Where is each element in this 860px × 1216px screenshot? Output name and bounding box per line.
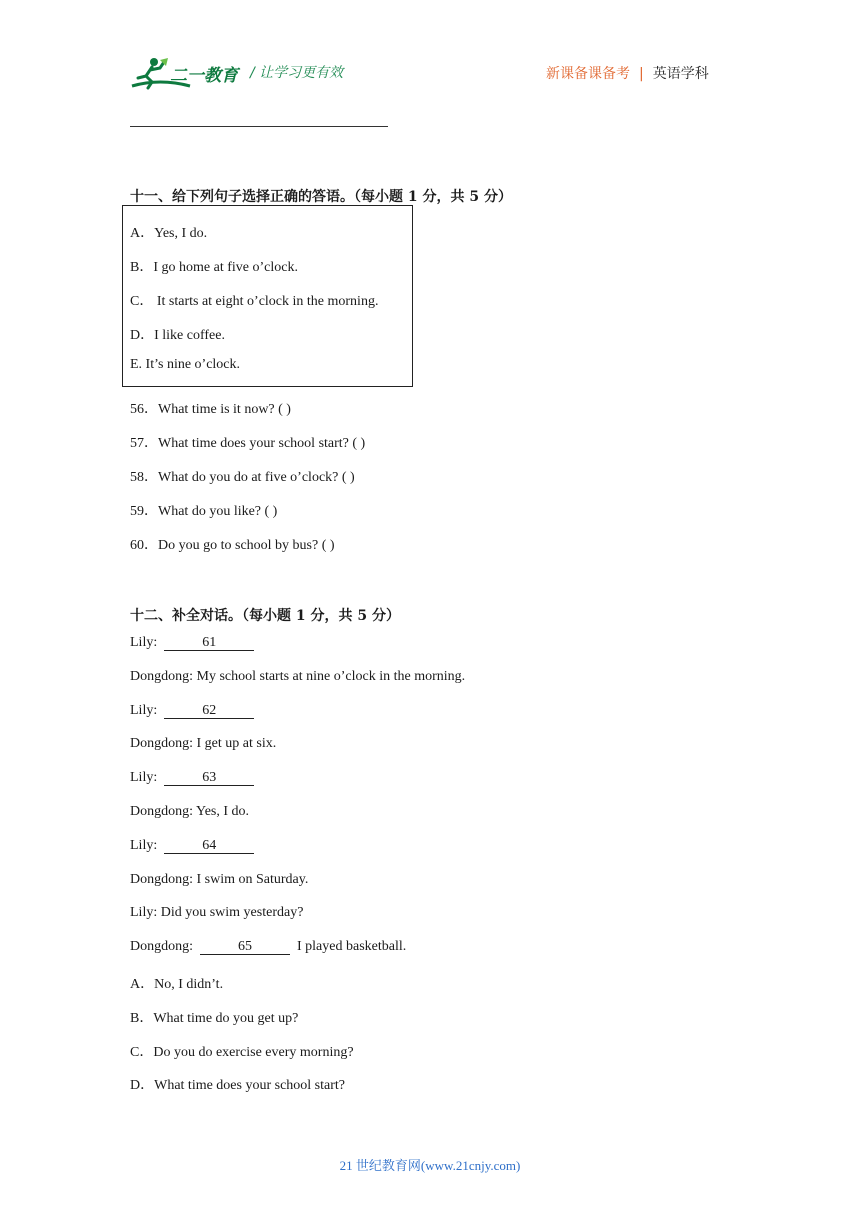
header-subject: 英语学科 [652,66,709,82]
dialogue-line-61 [130,635,254,651]
option-d: D．What time does your school start? [130,1078,346,1093]
option-d: D．I like coffee. [130,328,225,343]
header-slogan: / 让学习更有效 [250,65,344,81]
dialogue-line: Dongdong: I swim on Saturday. [130,872,309,887]
dialogue-line: Lily: Did you swim yesterday? [130,905,304,920]
header-right [546,63,709,83]
question-60: 60．Do you go to school by bus? ( ) [130,538,335,553]
option-c: C．Do you do exercise every morning? [130,1045,354,1060]
speaker: Dongdong: [130,939,193,954]
dialogue-line: Dongdong: Yes, I do. [130,804,250,819]
question-56: 56．What time is it now? ( ) [130,402,291,417]
question-58: 58．What do you do at five o’clock? ( ) [130,470,355,485]
speaker: Lily: [130,635,158,650]
dialogue-line-63 [130,770,254,786]
dialogue-line-64 [130,838,254,854]
answer-blank-62: 62 [164,704,254,719]
header-course-label: 新课备课备考 [546,66,630,82]
dialogue-line-65 [130,939,406,955]
answer-blank-63: 63 [164,771,254,786]
section-12-title: 十二、补全对话。（每小题 1 分，共 5 分） [130,608,400,624]
option-b: B．What time do you get up? [130,1011,299,1026]
option-a: A．Yes, I do. [130,226,208,241]
dialogue-text: I played basketball. [297,939,407,954]
dialogue-line: Dongdong: My school starts at nine o’clock in the morning. [130,669,466,684]
section-11-title: 十一、给下列句子选择正确的答语。（每小题 1 分，共 5 分） [130,189,512,205]
speaker: Lily: [130,838,158,853]
dialogue-line-62 [130,703,254,719]
option-b: B．I go home at five o’clock. [130,260,298,275]
header-separator: | [639,66,644,82]
dialogue-line: Dongdong: I get up at six. [130,736,277,751]
answer-blank-64: 64 [164,839,254,854]
header-rule [130,126,388,127]
logo-text: 二一教育 [170,66,238,86]
answer-blank-65: 65 [200,940,290,955]
footer-link[interactable]: 21 世纪教育网(www.21cnjy.com) [339,1158,521,1173]
answer-blank-61: 61 [164,636,254,651]
speaker: Lily: [130,703,158,718]
option-e: E. It’s nine o’clock. [130,357,241,372]
option-c: C． It starts at eight o’clock in the morning. [130,294,379,309]
question-59: 59．What do you like? ( ) [130,504,278,519]
question-57: 57．What time does your school start? ( ) [130,436,366,451]
option-a: A．No, I didn’t. [130,977,224,992]
speaker: Lily: [130,770,158,785]
